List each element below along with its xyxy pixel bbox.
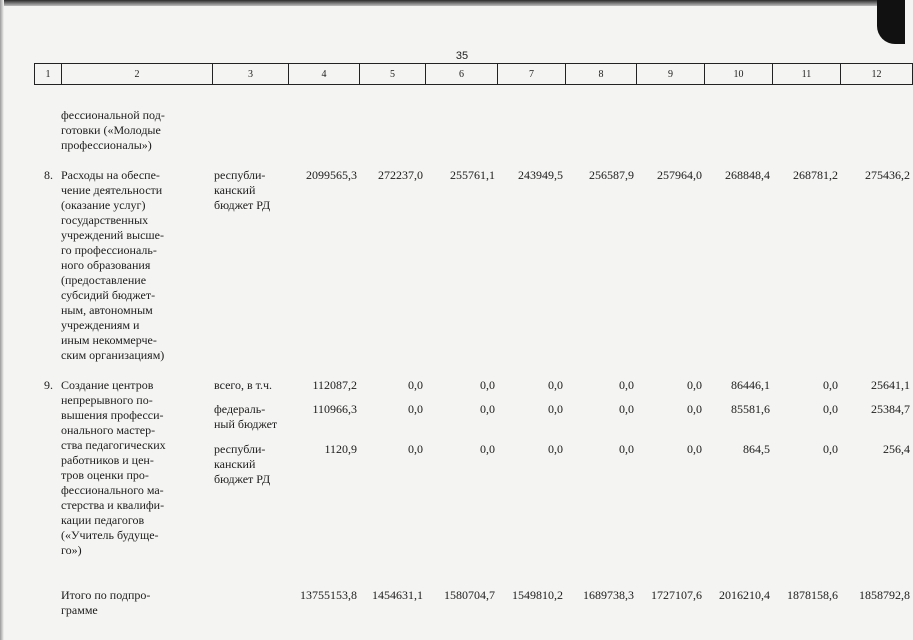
value-cell: 0,0 bbox=[408, 402, 423, 416]
scan-top-edge bbox=[0, 0, 905, 6]
value-cell: 1878158,6 bbox=[787, 588, 838, 602]
column-number-header bbox=[34, 63, 913, 85]
budget-table bbox=[34, 108, 912, 618]
table-row bbox=[34, 108, 912, 153]
value-cell: 2016210,4 bbox=[719, 588, 770, 602]
header-cell: 4 bbox=[289, 64, 360, 85]
value-cell: 25641,1 bbox=[871, 378, 910, 392]
value-cell: 1689738,3 bbox=[583, 588, 634, 602]
value-cell: 0,0 bbox=[823, 442, 838, 456]
value-cell: 256587,9 bbox=[589, 168, 634, 182]
value-cell: 0,0 bbox=[408, 442, 423, 456]
value-cell: 0,0 bbox=[687, 442, 702, 456]
value-cell: 1454631,1 bbox=[372, 588, 423, 602]
value-cell: 1727107,6 bbox=[651, 588, 702, 602]
value-cell: 86446,1 bbox=[731, 378, 770, 392]
source-row bbox=[212, 402, 912, 442]
value-cell: 1858792,8 bbox=[859, 588, 910, 602]
header-cell: 5 bbox=[360, 64, 426, 85]
header-cell: 6 bbox=[426, 64, 498, 85]
value-cell: 25384,7 bbox=[871, 402, 910, 416]
page-number: 35 bbox=[455, 50, 469, 62]
header-cell: 12 bbox=[841, 64, 913, 85]
header-cell: 1 bbox=[35, 64, 62, 85]
value-cell: 0,0 bbox=[823, 402, 838, 416]
value-cell: 0,0 bbox=[548, 442, 563, 456]
value-cell: 0,0 bbox=[619, 378, 634, 392]
row-name: Создание центров непрерывного по- вышения професси- онального мастер- ства педагогических работников и цен- тров оценки про- фессионального ма- стерства и квалифи- кации педагогов («Учитель будуще- го») bbox=[61, 378, 166, 557]
value-cell: 0,0 bbox=[687, 378, 702, 392]
value-cell: 0,0 bbox=[823, 378, 838, 392]
value-cell: 0,0 bbox=[619, 442, 634, 456]
value-cell: 272237,0 bbox=[378, 168, 423, 182]
value-cell: 85581,6 bbox=[731, 402, 770, 416]
source-row bbox=[212, 442, 912, 487]
row-name: Итого по подпро- грамме bbox=[61, 588, 151, 617]
scan-left-edge bbox=[0, 0, 4, 640]
value-cell: 275436,2 bbox=[865, 168, 910, 182]
funding-source: всего, в т.ч. bbox=[214, 378, 273, 392]
value-cell: 255761,1 bbox=[450, 168, 495, 182]
value-cell: 0,0 bbox=[480, 378, 495, 392]
header-cell: 3 bbox=[213, 64, 289, 85]
value-cell: 0,0 bbox=[619, 402, 634, 416]
header-cell: 7 bbox=[498, 64, 566, 85]
header-cell: 10 bbox=[705, 64, 773, 85]
value-cell: 112087,2 bbox=[312, 378, 357, 392]
value-cell: 1549810,2 bbox=[512, 588, 563, 602]
value-cell: 268848,4 bbox=[725, 168, 770, 182]
table-row bbox=[34, 168, 912, 363]
table-row-total bbox=[34, 588, 912, 618]
value-cell: 0,0 bbox=[687, 402, 702, 416]
row-name: фессиональной под- готовки («Молодые профессионалы») bbox=[61, 108, 165, 152]
value-cell: 256,4 bbox=[883, 442, 910, 456]
row-number: 9. bbox=[44, 378, 53, 392]
header-cell: 11 bbox=[773, 64, 841, 85]
value-cell: 2099565,3 bbox=[306, 168, 357, 182]
value-cell: 864,5 bbox=[743, 442, 770, 456]
table-row bbox=[34, 378, 912, 558]
row-number: 8. bbox=[44, 168, 53, 182]
value-cell: 257964,0 bbox=[657, 168, 702, 182]
value-cell: 0,0 bbox=[480, 402, 495, 416]
value-cell: 0,0 bbox=[480, 442, 495, 456]
header-cell: 9 bbox=[637, 64, 705, 85]
value-cell: 243949,5 bbox=[518, 168, 563, 182]
header-cell: 2 bbox=[62, 64, 213, 85]
row-name: Расходы на обеспе- чение деятельности (оказание услуг) государственных учреждений высше- го профессиональ- ного образования (предоставление субсидий бюджет- ным, автономным учреждениям и иным некоммерче- ским организациям) bbox=[61, 168, 165, 362]
value-cell: 13755153,8 bbox=[300, 588, 357, 602]
value-cell: 0,0 bbox=[548, 378, 563, 392]
row-number bbox=[34, 108, 61, 153]
source-row bbox=[212, 378, 912, 402]
value-cell: 0,0 bbox=[408, 378, 423, 392]
value-cell: 1580704,7 bbox=[444, 588, 495, 602]
row-number bbox=[34, 588, 61, 618]
value-cell: 110966,3 bbox=[312, 402, 357, 416]
value-cell: 0,0 bbox=[548, 402, 563, 416]
value-cell: 268781,2 bbox=[793, 168, 838, 182]
funding-source: республи- канский бюджет РД bbox=[214, 168, 271, 212]
header-cell: 8 bbox=[566, 64, 637, 85]
funding-source: федераль- ный бюджет bbox=[214, 402, 278, 431]
value-cell: 1120,9 bbox=[324, 442, 357, 456]
scan-corner-shadow bbox=[877, 0, 905, 44]
funding-source: республи- канский бюджет РД bbox=[214, 442, 271, 486]
funding-source bbox=[212, 588, 288, 618]
